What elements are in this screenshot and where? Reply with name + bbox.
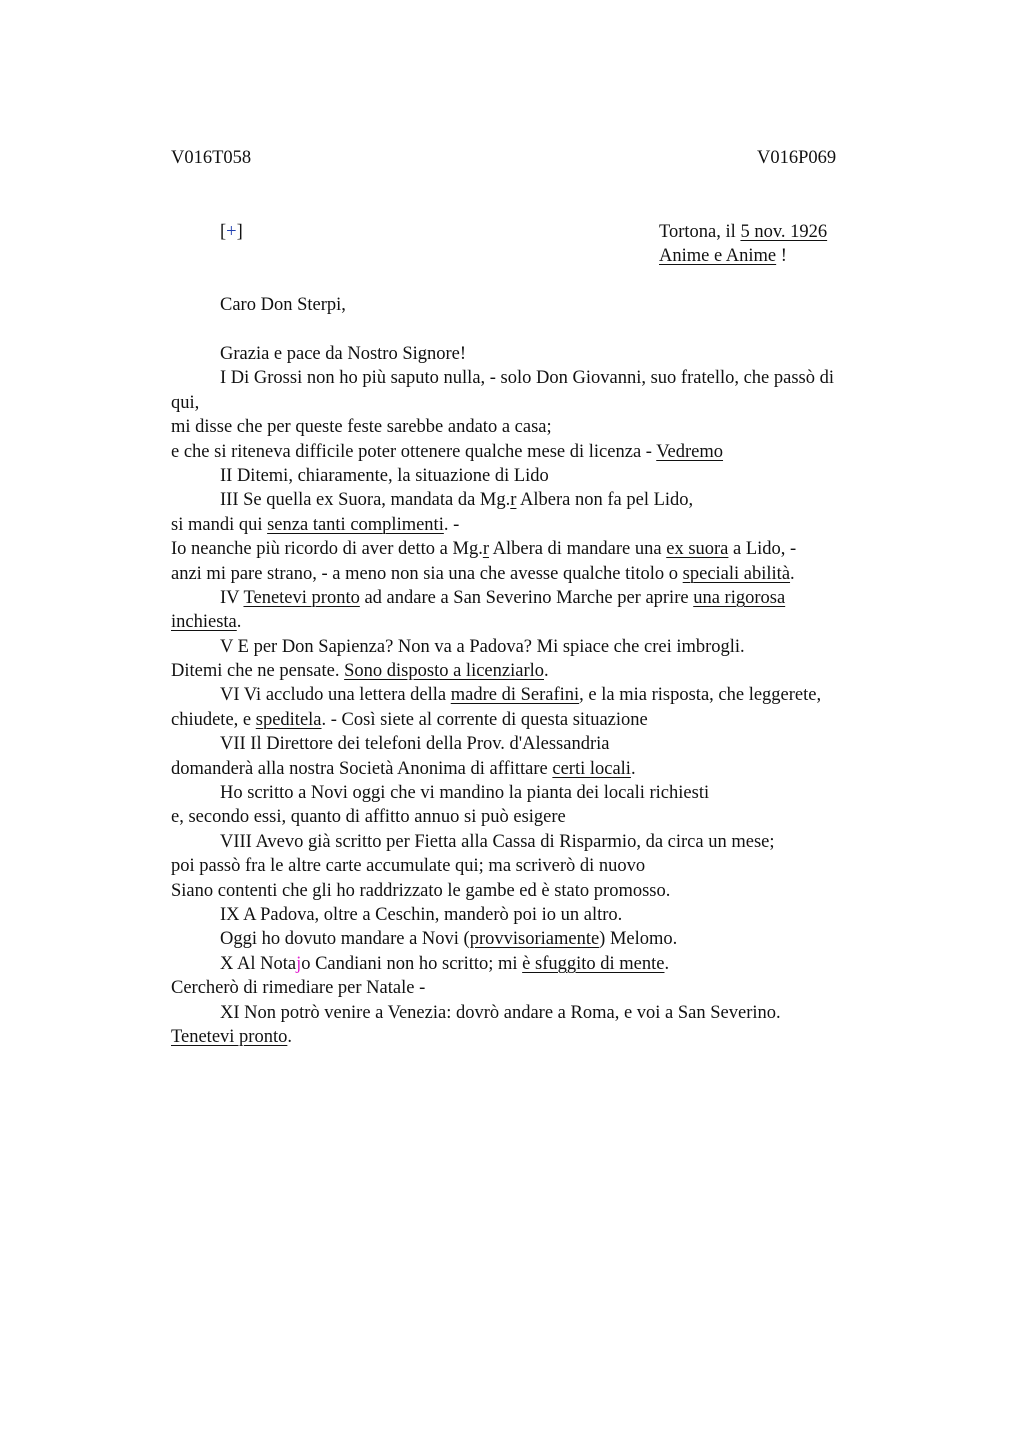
line-text: VIII Avevo già scritto per Fietta alla Cassa di Risparmio, da circa un mese; — [220, 831, 775, 852]
line-text: e che si riteneva difficile poter ottenere qualche mese di licenza - — [171, 441, 657, 462]
line-text: I Di Grossi non ho più saputo nulla, - solo Don Giovanni, suo fratello, che passò di — [220, 368, 835, 389]
line-text: Cercherò di rimediare per Natale - — [171, 978, 426, 999]
letter-line — [171, 562, 931, 586]
underlined-text: è sfuggito di mente — [522, 953, 665, 974]
letter-line — [171, 488, 931, 512]
line-text: . - Così siete al corrente di questa situazione — [321, 709, 648, 730]
line-text: qui, — [171, 392, 200, 413]
letter-line — [171, 781, 931, 805]
line-text: V E per Don Sapienza? Non va a Padova? Mi spiace che crei imbrogli. — [220, 636, 745, 657]
line-text: Albera di mandare una — [489, 539, 667, 560]
letter-line — [171, 683, 931, 707]
line-text: VI Vi accludo una lettera della — [220, 685, 451, 706]
cross-icon: + — [226, 222, 237, 242]
line-text: . — [664, 953, 670, 974]
line-text: o Candiani non ho scritto; mi — [301, 953, 523, 974]
letter-line — [171, 415, 931, 439]
letter-date: 5 nov. 1926 — [740, 222, 828, 242]
underlined-text: certi locali — [552, 758, 631, 779]
line-text: poi passò fra le altre carte accumulate qui; ma scriverò di nuovo — [171, 856, 646, 877]
letter-body — [171, 342, 931, 1049]
letter-line — [171, 586, 931, 610]
underlined-text: r — [482, 539, 489, 560]
letter-line — [171, 537, 931, 561]
letter-line — [171, 1001, 931, 1025]
letter-line — [171, 927, 931, 951]
underlined-text: inchiesta — [171, 612, 237, 633]
line-text: . — [287, 1026, 292, 1047]
line-text: anzi mi pare strano, - a meno non sia una che avesse qualche titolo o — [171, 563, 683, 584]
line-text: IX A Padova, oltre a Ceschin, manderò poi io un altro. — [220, 904, 623, 925]
line-text: mi disse che per queste feste sarebbe andato a casa; — [171, 417, 552, 438]
underlined-text: speciali abilità — [682, 563, 791, 584]
line-text: Ho scritto a Novi oggi che vi mandino la pianta dei locali richiesti — [220, 783, 710, 804]
underlined-text: madre di Serafini — [450, 685, 580, 706]
line-text: domanderà alla nostra Società Anonima di affittare — [171, 758, 553, 779]
line-text: ad andare a San Severino Marche per aprire — [359, 587, 694, 608]
line-text: . — [236, 612, 242, 633]
underlined-text: senza tanti complimenti — [267, 514, 444, 535]
line-text: X Al Nota — [220, 953, 297, 974]
line-text: Albera non fa pel Lido, — [516, 490, 694, 511]
letter-line — [171, 440, 931, 464]
underlined-text: ex suora — [666, 539, 729, 560]
line-text: Grazia e pace da Nostro Signore! — [220, 344, 467, 364]
line-text: . — [790, 563, 795, 584]
salutation: Caro Don Sterpi, — [220, 295, 346, 315]
underlined-text: Tenetevi pronto — [243, 587, 360, 608]
letter-line — [171, 805, 931, 829]
letter-line — [171, 757, 931, 781]
header-right-code: V016P069 — [757, 148, 837, 168]
underlined-text: speditela — [255, 709, 322, 730]
letter-line — [171, 879, 931, 903]
underlined-text: Vedremo — [656, 441, 724, 462]
line-text: XI Non potrò venire a Venezia: dovrò andare a Roma, e voi a San Severino. — [220, 1002, 781, 1023]
line-text: Oggi ho dovuto mandare a Novi ( — [220, 929, 470, 950]
letter-line — [171, 342, 931, 366]
underlined-text: provvisoriamente — [469, 929, 600, 950]
line-text: . — [544, 661, 549, 682]
header-left-code: V016T058 — [171, 148, 252, 168]
line-text: . - — [443, 514, 460, 535]
line-text: e, secondo essi, quanto di affitto annuo si può esigere — [171, 807, 566, 828]
dateline: Tortona, il 5 nov. 1926 — [659, 222, 828, 242]
line-text: IV — [220, 587, 244, 608]
line-text: . — [630, 758, 636, 779]
line-text: Ditemi che ne pensate. — [171, 661, 345, 682]
letter-line — [171, 659, 931, 683]
letter-line — [171, 732, 931, 756]
letter-line — [171, 708, 931, 732]
letter-line — [171, 830, 931, 854]
line-text: II Ditemi, chiaramente, la situazione di Lido — [220, 465, 549, 486]
line-text: Siano contenti che gli ho raddrizzato le gambe ed è stato promosso. — [171, 880, 671, 901]
letter-line — [171, 854, 931, 878]
cross-mark: [+] — [220, 222, 243, 242]
letter-line — [171, 391, 931, 415]
letter-line — [171, 366, 931, 390]
letter-line — [171, 513, 931, 537]
letter-line — [171, 464, 931, 488]
letter-line — [171, 903, 931, 927]
line-text: si mandi qui — [171, 514, 268, 535]
line-text: VII Il Direttore dei telefoni della Prov. d'Alessandria — [220, 734, 610, 755]
letter-line — [171, 610, 931, 634]
underlined-text: r — [510, 490, 517, 511]
motto: Anime e Anime ! — [659, 246, 787, 266]
line-text: , e la mia risposta, che leggerete, — [579, 685, 822, 706]
line-text: chiudete, e — [171, 709, 256, 730]
line-text: Io neanche più ricordo di aver detto a Mg. — [171, 539, 483, 560]
underlined-text: Sono disposto a licenziarlo — [344, 661, 544, 682]
correction-mark: j — [296, 953, 302, 974]
line-text: III Se quella ex Suora, mandata da Mg. — [220, 490, 511, 511]
underlined-text: una rigorosa — [693, 587, 786, 608]
underlined-text: Tenetevi pronto — [171, 1026, 288, 1047]
line-text: ) Melomo. — [599, 929, 678, 950]
letter-line — [171, 1025, 931, 1049]
letter-line — [171, 976, 931, 1000]
letter-line — [171, 635, 931, 659]
letter-line — [171, 952, 931, 976]
line-text: a Lido, - — [728, 539, 797, 560]
